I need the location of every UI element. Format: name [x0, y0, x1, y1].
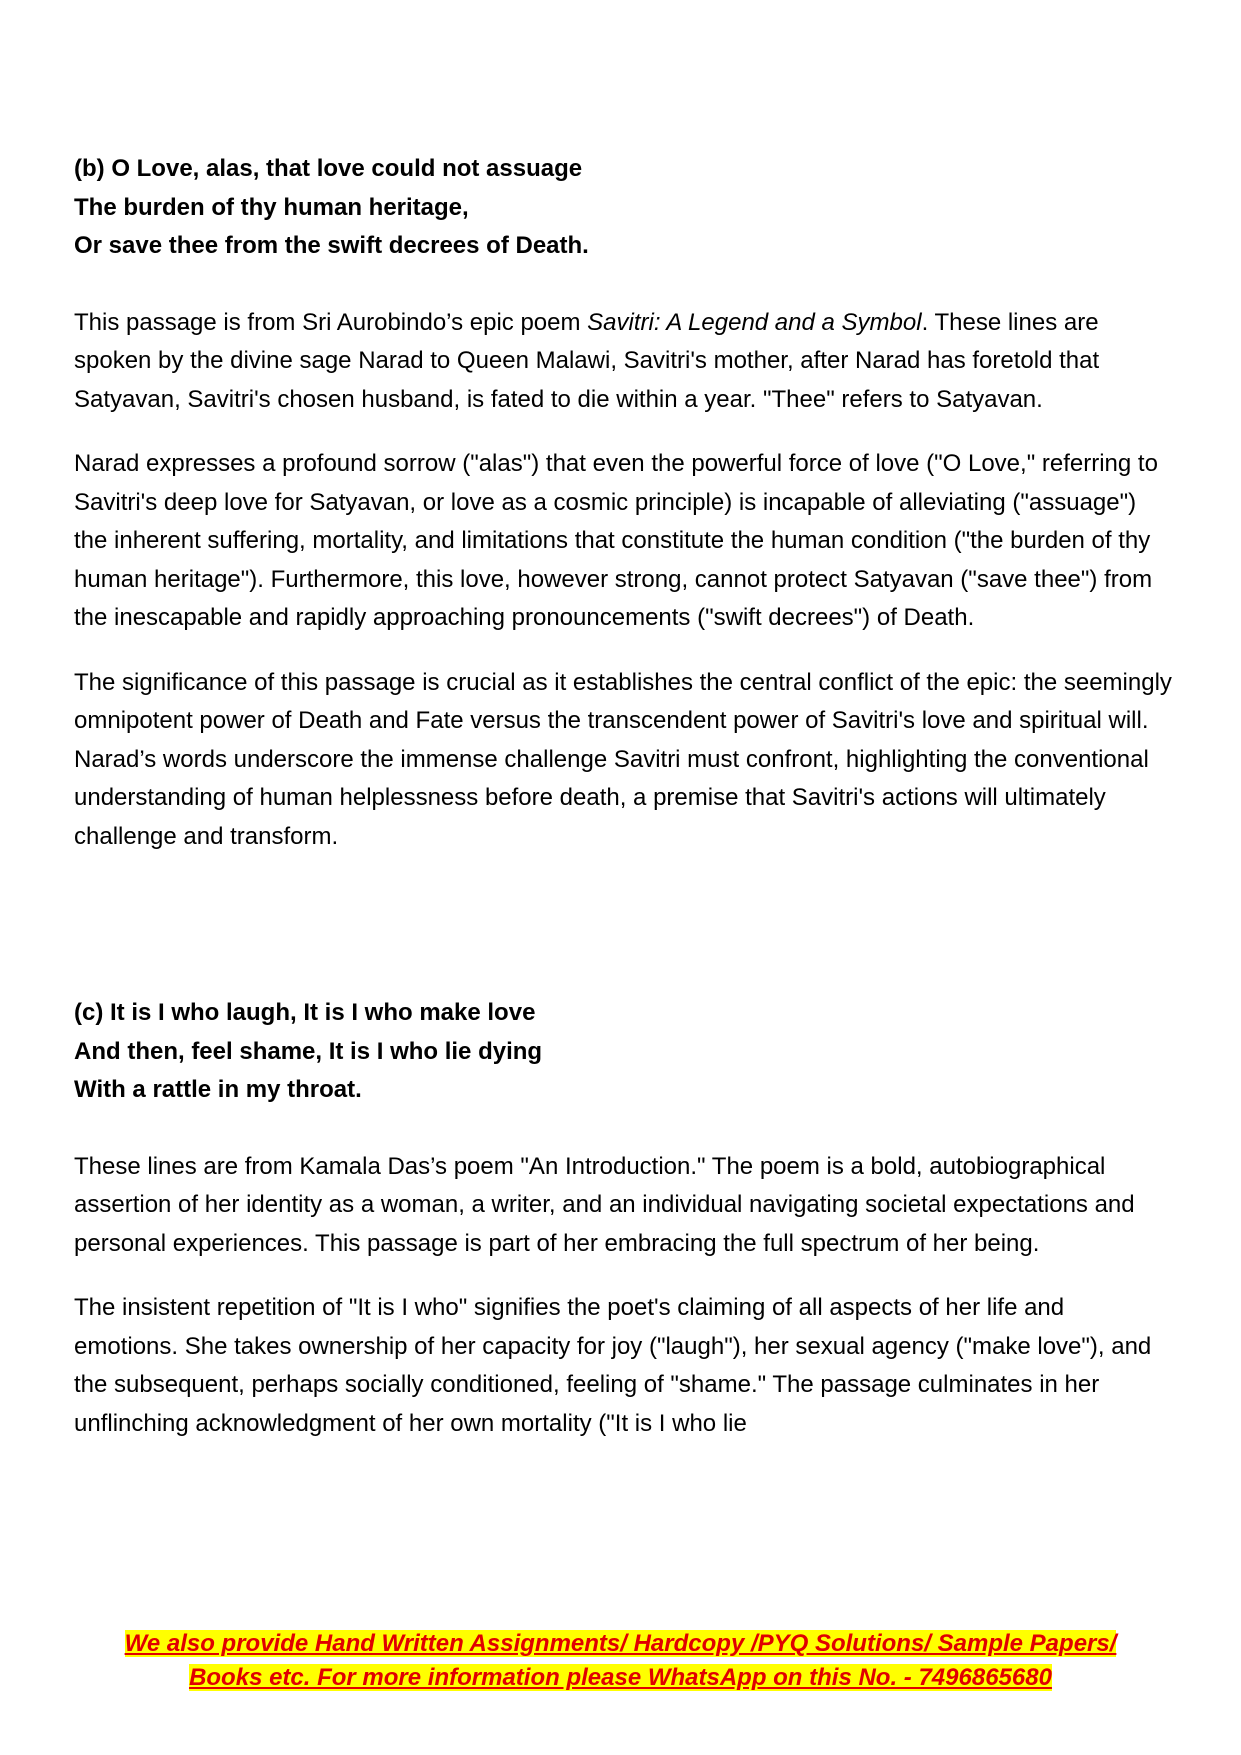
section-b-paragraph-1-intro: This passage is from Sri Aurobindo’s epic poem: [74, 308, 588, 336]
section-c-quote: [74, 994, 1174, 1110]
section-b-quote-line: (b) O Love, alas, that love could not assuage: [74, 155, 583, 182]
document-body: [74, 150, 1174, 1443]
promo-footer: [0, 1627, 1241, 1695]
section-b-paragraph-3: The significance of this passage is crucial as it establishes the central conflict of the epic: the seemingly omnipotent power of Death and Fate versus the transcendent power of Savitri's love and spiritual will. Narad’s words underscore the immense challenge Savitri must confront, highlighting the conventional understanding of human helplessness before death, a premise that Savitri's actions will ultimately challenge and transform.: [74, 668, 1172, 850]
section-c-paragraph-2: The insistent repetition of "It is I who" signifies the poet's claiming of all aspects of her life and emotions. She takes ownership of her capacity for joy ("laugh"), her sexual agency ("make love"), and the subsequent, perhaps socially conditioned, feeling of "shame." The passage culminates in her unflinching acknowledgment of her own mortality ("It is I who lie: [74, 1294, 1152, 1437]
section-b-quote: [74, 150, 1174, 266]
section-b-quote-line: Or save thee from the swift decrees of Death.: [74, 232, 589, 259]
section-b-paragraph-1: [74, 304, 1174, 420]
section-c-quote-line: And then, feel shame, It is I who lie dying: [74, 1037, 543, 1065]
poem-title: Savitri: A Legend and a Symbol: [587, 308, 922, 336]
section-c-quote-line: With a rattle in my throat.: [74, 1076, 362, 1103]
section-b-quote-line: The burden of thy human heritage,: [74, 193, 469, 221]
section-c-paragraph-1: These lines are from Kamala Das’s poem "An Introduction." The poem is a bold, autobiographical assertion of her identity as a woman, a writer, and an individual navigating societal expectations and personal experiences. This passage is part of her embracing the full spectrum of her being.: [74, 1152, 1135, 1257]
promo-footer-line-1: We also provide Hand Written Assignments/ Hardcopy /PYQ Solutions/ Sample Papers/: [124, 1630, 1117, 1657]
promo-footer-line-2: Books etc. For more information please WhatsApp on this No. - 7496865680: [189, 1664, 1052, 1691]
section-b-paragraph-1-rest: . These lines are spoken by the divine sage Narad to Queen Malawi, Savitri's mother, after Narad has foretold that Satyavan, Savitri's chosen husband, is fated to die within a year. "Thee" refers to Satyavan.: [74, 308, 1100, 413]
section-c-quote-line: (c) It is I who laugh, It is I who make love: [74, 999, 536, 1026]
section-b-paragraph-2: Narad expresses a profound sorrow ("alas") that even the powerful force of love ("O Love," referring to Savitri's deep love for Satyavan, or love as a cosmic principle) is incapable of alleviating ("assuage") the inherent suffering, mortality, and limitations that constitute the human condition ("the burden of thy human heritage"). Furthermore, this love, however strong, cannot protect Satyavan ("save thee") from the inescapable and rapidly approaching pronouncements ("swift decrees") of Death.: [74, 450, 1158, 631]
